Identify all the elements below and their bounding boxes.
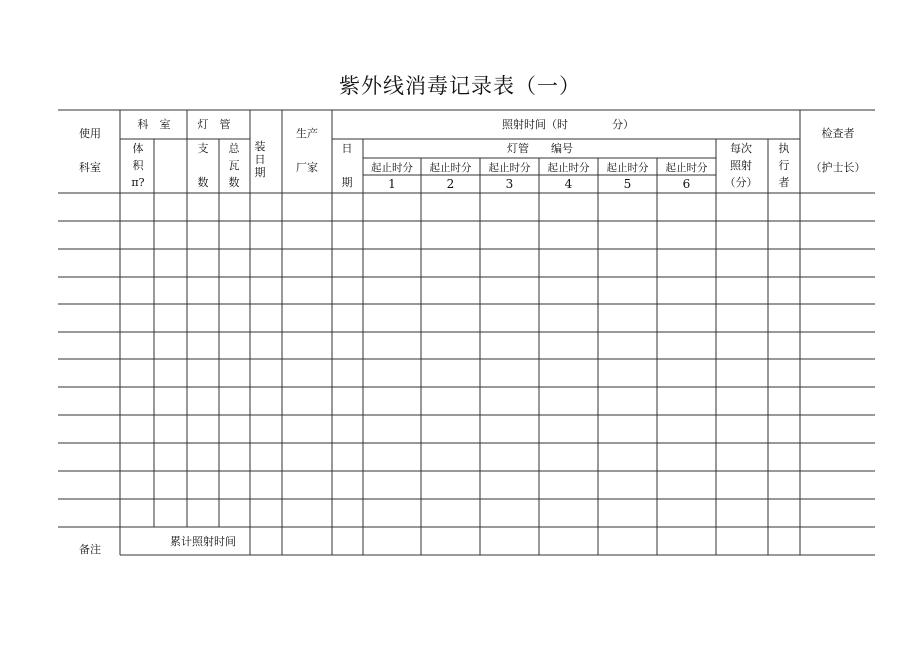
header-manufacturer-bottom: 厂家 <box>296 161 318 174</box>
footer-cumulative: 累计照射时间 <box>170 535 236 548</box>
header-inspector-top: 检查者 <box>821 127 855 140</box>
header-count-1: 支 <box>197 142 209 155</box>
header-lamp-number-3: 3 <box>505 177 514 191</box>
header-use-dept-top: 使用 <box>79 127 101 140</box>
header-start-stop-2: 起止时分 <box>429 162 472 174</box>
header-start-stop-1: 起止时分 <box>371 162 413 174</box>
header-executor-2: 行 <box>778 159 790 172</box>
header-per-session-3: （分） <box>724 176 758 189</box>
header-lamp-number-5: 5 <box>623 177 632 191</box>
header-lamp-number-4: 4 <box>564 177 573 191</box>
header-lamp-number-6: 6 <box>682 177 691 191</box>
header-executor-3: 者 <box>778 176 790 189</box>
header-irradiation-time: 照射时间（时 分） <box>502 118 634 131</box>
header-start-stop-3: 起止时分 <box>488 162 531 174</box>
header-per-session-1: 每次 <box>730 142 752 155</box>
header-lamp: 灯 管 <box>197 118 231 131</box>
header-date-2: 期 <box>341 176 353 189</box>
header-install-1: 装 <box>254 140 266 153</box>
header-dept: 科 室 <box>137 118 171 131</box>
form-title: 紫外线消毒记录表（一） <box>339 74 581 98</box>
footer-remarks: 备注 <box>79 543 101 556</box>
header-lamp-number-1: 1 <box>388 177 396 191</box>
header-count-2: 数 <box>197 176 209 189</box>
header-per-session-2: 照射 <box>730 159 752 172</box>
header-use-dept-bottom: 科室 <box>79 161 101 174</box>
header-start-stop-4: 起止时分 <box>547 162 590 174</box>
header-install-2: 日 <box>254 153 266 166</box>
header-start-stop-5: 起止时分 <box>606 162 649 174</box>
header-lamp-number-2: 2 <box>446 177 455 191</box>
header-executor-1: 执 <box>778 142 790 155</box>
header-start-stop-6: 起止时分 <box>665 162 708 174</box>
header-watt-3: 数 <box>228 176 240 189</box>
header-volume-2: 积 <box>132 159 144 172</box>
header-manufacturer-top: 生产 <box>296 127 318 140</box>
header-install-3: 期 <box>254 166 266 179</box>
header-watt-1: 总 <box>228 142 240 155</box>
header-watt-2: 瓦 <box>228 159 240 172</box>
header-volume-1: 体 <box>132 142 144 155</box>
header-date-1: 日 <box>341 142 353 155</box>
header-lamp-number: 灯管 编号 <box>507 142 573 155</box>
header-volume-3: π? <box>131 176 145 189</box>
header-inspector-bottom: （护士长） <box>810 161 866 174</box>
